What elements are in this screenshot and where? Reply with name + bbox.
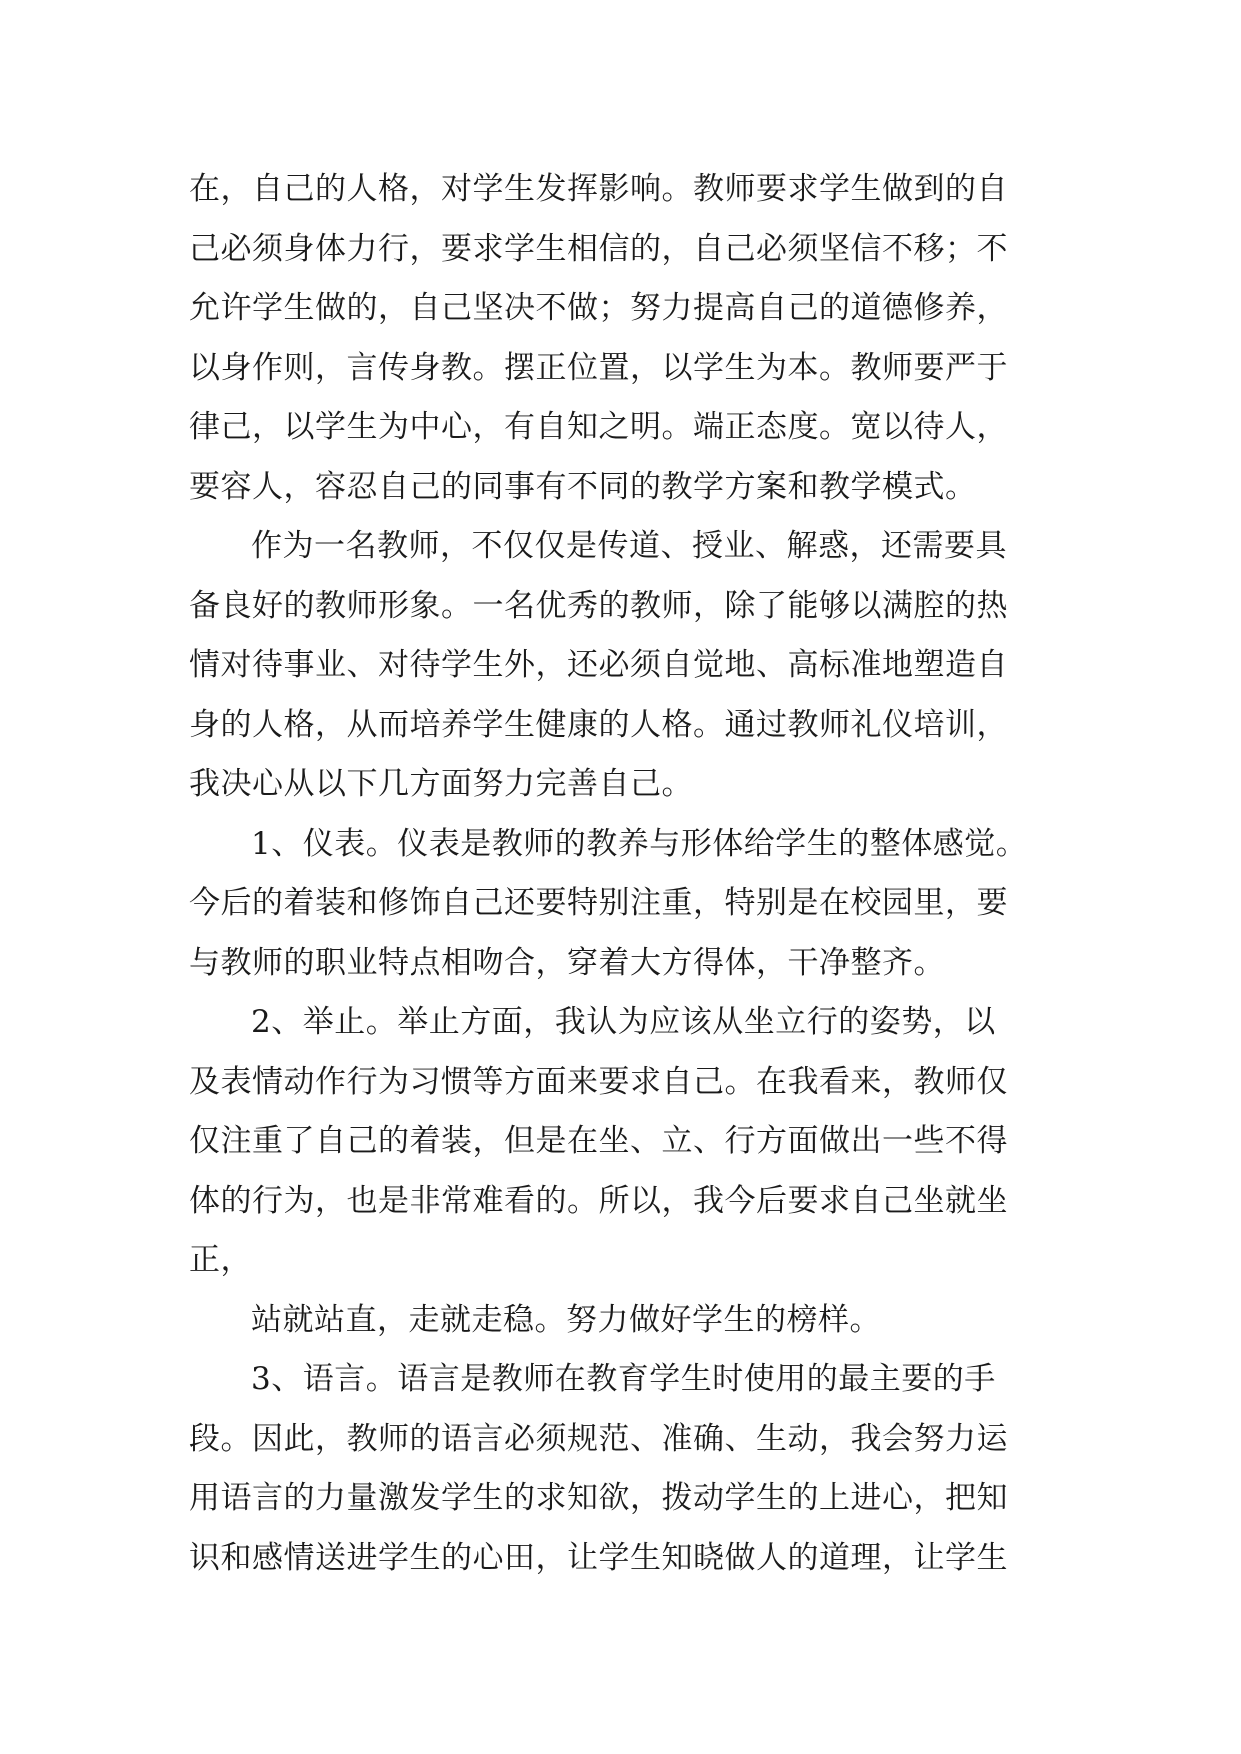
text-line: 1、仪表。仪表是教师的教养与形体给学生的整体感觉。 [251,825,1028,862]
text-line: 以身作则，言传身教。摆正位置，以学生为本。教师要严于 [189,349,1008,386]
text-line: 作为一名教师，不仅仅是传道、授业、解惑，还需要具 [251,528,1007,564]
text-line: 与教师的职业特点相吻合，穿着大方得体，干净整齐。 [189,944,945,981]
text-line: 在，自己的人格，对学生发挥影响。教师要求学生做到的自 [189,171,1008,207]
text-line: 用语言的力量激发学生的求知欲，拨动学生的上进心，把知 [189,1480,1008,1516]
text-line: 段。因此，教师的语言必须规范、准确、生动，我会努力运 [189,1420,1008,1457]
text-line: 识和感情送进学生的心田，让学生知晓做人的道理，让学生 [189,1539,1008,1576]
text-line: 我决心从以下几方面努力完善自己。 [189,766,693,802]
text-line: 允许学生做的，自己坚决不做；努力提高自己的道德修养， [189,290,1008,326]
text-line: 要容人，容忍自己的同事有不同的教学方案和教学模式。 [189,468,977,505]
text-line: 情对待事业、对待学生外，还必须自觉地、高标准地塑造自 [189,647,1008,683]
text-line: 己必须身体力行，要求学生相信的，自己必须坚信不移；不 [189,230,1008,267]
text-line: 备良好的教师形象。一名优秀的教师，除了能够以满腔的热 [189,587,1008,624]
text-line: 身的人格，从而培养学生健康的人格。通过教师礼仪培训， [189,706,1008,743]
text-line: 2、举止。举止方面，我认为应该从坐立行的姿势，以 [251,1004,996,1040]
text-line: 正， [189,1242,252,1278]
text-line: 及表情动作行为习惯等方面来要求自己。在我看来，教师仅 [189,1063,1008,1100]
body-text [189,160,1061,1588]
text-line: 今后的着装和修饰自己还要特别注重，特别是在校园里，要 [189,885,1008,921]
text-line: 体的行为，也是非常难看的。所以，我今后要求自己坐就坐 [189,1182,1008,1219]
text-line: 仅注重了自己的着装，但是在坐、立、行方面做出一些不得 [189,1123,1008,1159]
text-line: 站就站直，走就走稳。努力做好学生的榜样。 [251,1301,881,1338]
text-line: 3、语言。语言是教师在教育学生时使用的最主要的手 [251,1361,996,1397]
text-line: 律己，以学生为中心，有自知之明。端正态度。宽以待人， [189,409,1008,445]
